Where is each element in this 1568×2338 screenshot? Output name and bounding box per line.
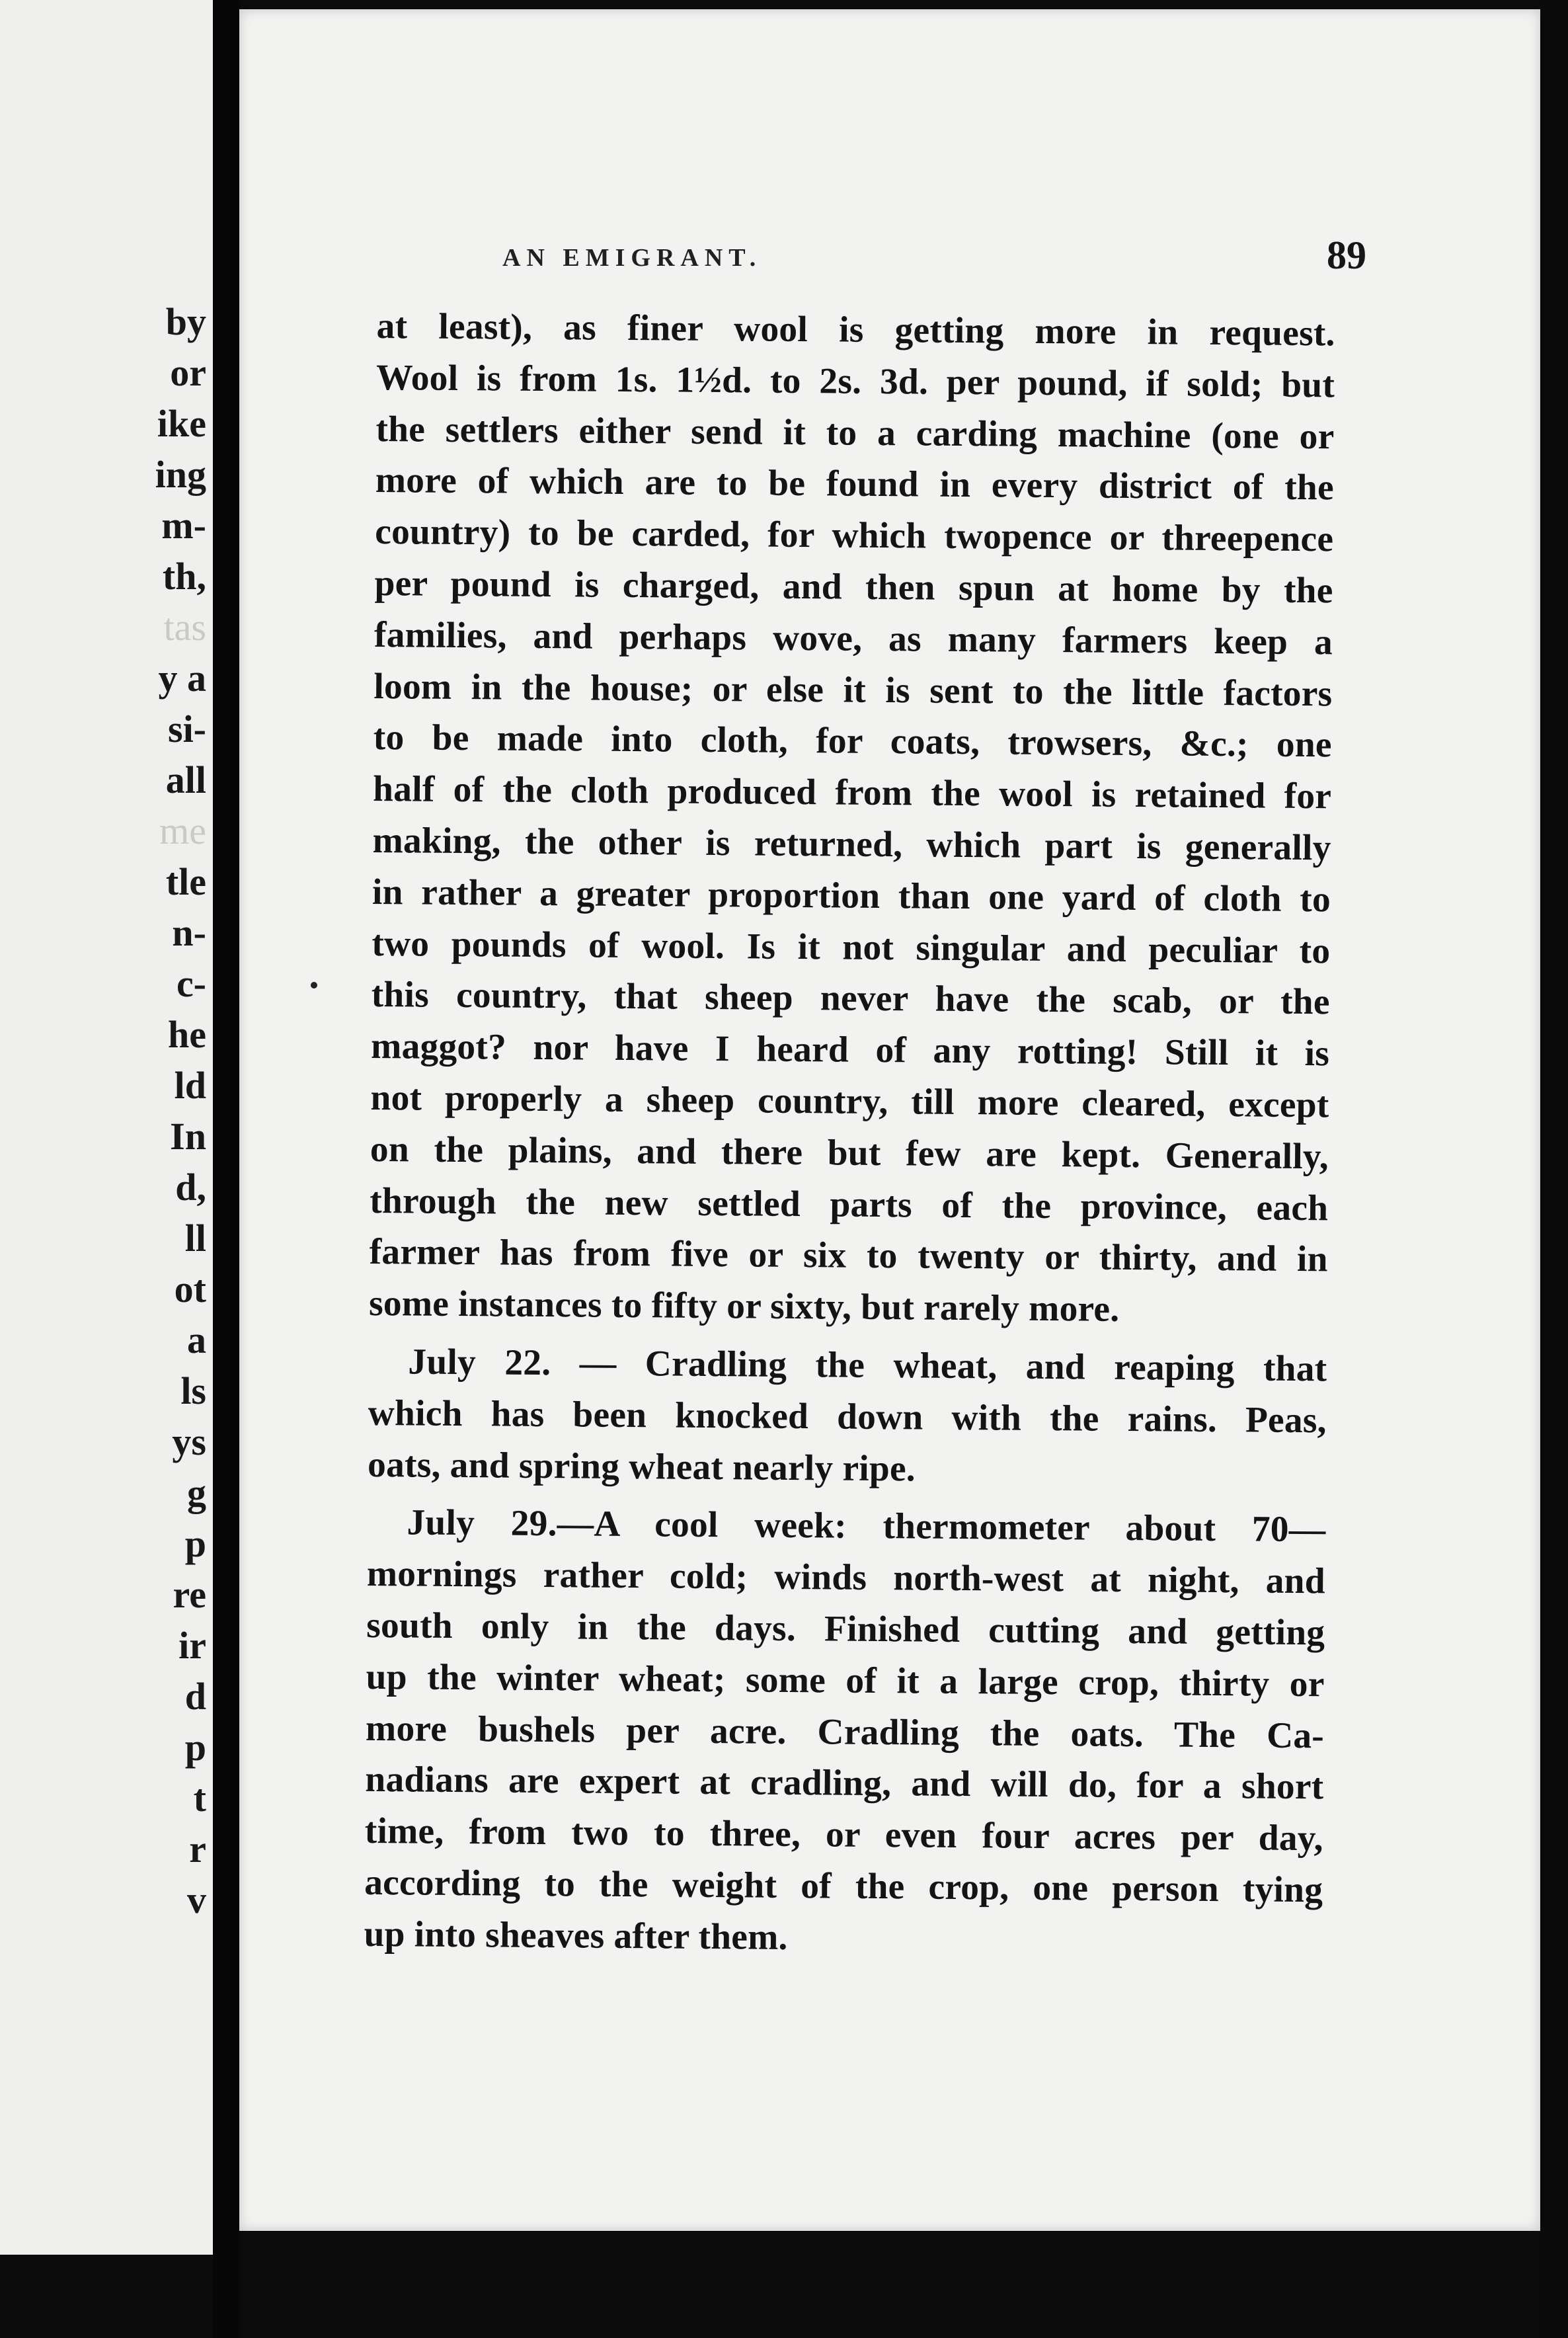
paragraph [369, 301, 1335, 1337]
previous-page-fragment-line: ld [174, 1064, 206, 1107]
previous-page-fragment-line: m- [161, 504, 206, 547]
text-line: which has been knocked down with the rains. Peas, [368, 1392, 1327, 1441]
text-line: some instances to fifty or sixty, but rarely more. [368, 1283, 1120, 1330]
previous-page-fragment-line: ir [178, 1624, 206, 1667]
text-line: in rather a greater proportion than one yard of cloth to [372, 871, 1331, 920]
text-line: two pounds of wool. Is it not singular and peculiar to [372, 923, 1331, 971]
previous-page-fragment-line: ll [184, 1217, 206, 1260]
text-line: time, from two to three, or even four acres per day, [364, 1811, 1324, 1859]
text-line: this country, that sheep never have the scab, or the [371, 975, 1330, 1023]
previous-page-fragment-line: ing [155, 453, 206, 496]
previous-page-fragment-line: p [184, 1522, 206, 1565]
text-line: south only in the days. Finished cutting and getting [366, 1605, 1325, 1654]
text-line: July 29.—A cool week: thermometer about 70— [407, 1502, 1326, 1551]
text-line: according to the weight of the crop, one person tying [364, 1862, 1323, 1911]
text-line: through the new settled parts of the province, each [370, 1180, 1329, 1229]
previous-page-fragment-line: he [168, 1013, 206, 1056]
previous-page-fragment-line: ys [172, 1420, 206, 1463]
text-line: making, the other is returned, which part is generally [372, 820, 1331, 869]
text-line: more of which are to be found in every district of the [375, 460, 1335, 508]
previous-page-fragment-line: or [170, 351, 206, 394]
text-line: nadians are expert at cradling, and will do, for a short [365, 1759, 1324, 1808]
previous-page-fragment-line: c- [176, 962, 206, 1005]
page-number: 89 [1327, 233, 1366, 277]
previous-page-line-endings [155, 296, 206, 1925]
previous-page-fragment-line: n- [172, 911, 206, 954]
previous-page-fragment-line: th, [162, 555, 206, 598]
previous-page-fragment-line: d, [175, 1166, 206, 1209]
running-head: AN EMIGRANT. [502, 244, 762, 272]
previous-page-fragment-line: a [187, 1318, 206, 1361]
paragraph [364, 1497, 1325, 1968]
text-line: mornings rather cold; winds north-west at night, and [366, 1554, 1326, 1602]
previous-page-fragment-line: ike [157, 402, 206, 445]
text-line: on the plains, and there but few are kept. Generally, [370, 1129, 1329, 1178]
previous-page-fragment-line: tas [163, 606, 206, 649]
book-gutter [213, 0, 241, 2338]
text-line: more bushels per acre. Cradling the oats. The Ca- [365, 1708, 1325, 1756]
previous-page-fragment-line: g [187, 1471, 206, 1514]
previous-page-fragment-line: by [165, 300, 206, 343]
text-line: oats, and spring wheat nearly ripe. [367, 1444, 916, 1489]
text-line: maggot? nor have I heard of any rotting! Still it is [370, 1026, 1330, 1074]
text-line: up the winter wheat; some of it a large crop, thirty or [366, 1656, 1325, 1705]
text-line: per pound is charged, and then spun at home by the [374, 563, 1333, 612]
previous-page-fragment-line: me [159, 809, 206, 852]
page-header [502, 233, 1366, 278]
text-line: loom in the house; or else it is sent to the little factors [373, 666, 1333, 714]
margin-speck [311, 982, 317, 988]
text-line: up into sheaves after them. [364, 1914, 788, 1958]
text-line: at least), as finer wool is getting more in request. [376, 305, 1335, 354]
text-line: families, and perhaps wove, as many farmers keep a [373, 614, 1333, 663]
previous-page-fragment-line: t [193, 1777, 206, 1820]
previous-page-fragment-line: ls [180, 1369, 206, 1412]
previous-page-fragment-line: all [165, 758, 206, 801]
previous-page-fragment-line: ot [174, 1268, 206, 1310]
previous-page-fragment-line: tle [165, 860, 206, 903]
previous-page-fragment-line: v [187, 1878, 206, 1921]
previous-page-fragment-line: In [170, 1115, 206, 1158]
previous-page-fragment-line: y a [158, 657, 206, 700]
text-line: July 22. — Cradling the wheat, and reaping that [408, 1342, 1327, 1390]
previous-page-fragment-line: si- [168, 707, 206, 750]
text-line: to be made into cloth, for coats, trowsers, &c.; one [373, 717, 1333, 766]
paragraph [368, 1336, 1327, 1498]
text-line: not properly a sheep country, till more cleared, except [370, 1077, 1329, 1126]
previous-page-fragment-line: r [189, 1828, 206, 1871]
body-text [364, 301, 1335, 1968]
text-line: farmer has from five or six to twenty or thirty, and in [369, 1232, 1328, 1280]
text-line: country) to be carded, for which twopence or threepence [375, 512, 1334, 560]
text-line: half of the cloth produced from the wool is retained for [372, 769, 1332, 817]
text-line: Wool is from 1s. 1½d. to 2s. 3d. per pound, if sold; but [375, 357, 1335, 406]
previous-page-fragment-line: d [184, 1675, 206, 1718]
previous-page-fragment [0, 0, 213, 2255]
previous-page-fragment-line: re [173, 1573, 206, 1616]
text-line: the settlers either send it to a carding machine (one or [375, 409, 1335, 457]
page-edge-shadow [1540, 0, 1568, 2338]
previous-page-fragment-line: p [184, 1726, 206, 1769]
